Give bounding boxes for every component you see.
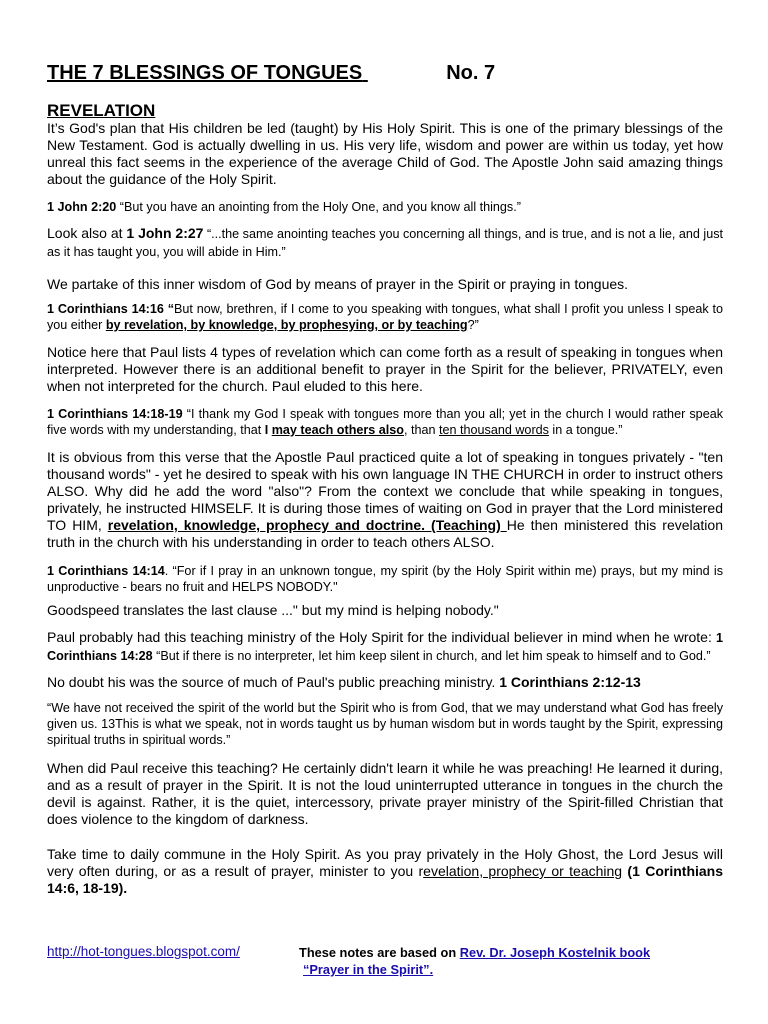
book-title-link[interactable]: “Prayer in the Spirit”. [303,962,434,977]
title-main: THE 7 BLESSINGS OF TONGUES [47,62,363,84]
verse-text: , than [404,423,440,437]
paragraph-text: No doubt his was the source of much of Paul's public preaching ministry. [47,674,500,690]
paragraph-no-doubt [47,674,723,691]
title-number: No. 7 [446,62,496,84]
paragraph-intro: It’s God's plan that His children be led (taught) by His Holy Spirit. This is one of the primary blessings of the New Testament. God is actually dwelling in us. His very life, wisdom and power are within us today, yet how unreal this fact seems in the experience of the average Child of God. The Apostle John said amazing things about the guidance of the Holy Spirit. [47,120,723,187]
verse-text: in a tongue.” [548,423,623,437]
page-title [47,62,723,92]
verse-text: “...the same anointing teaches you concerning all things, and is true, and is not a lie, and just as it has taught you, you will abide in Him.” [47,227,723,259]
verse-end: ?” [467,318,479,332]
verse-text: “But you have an anointing from the Holy One, and you know all things.” [116,200,521,214]
verse-ref: 1 Corinthians 2:12-13 [499,674,641,690]
source-note-text: These notes are based on [299,945,460,960]
verse-ref: (1 Corinthians 14:6, 18-19) [47,863,724,896]
paragraph-text: Take time to daily commune in the Holy Spirit. As you pray privately in the Holy Ghost, the Lord Jesus will very often during, or as a result of prayer, minister to you r [47,846,723,879]
paragraph-text: He then ministered this revelation truth in the church with his understanding in order to teach others ALSO. [47,517,723,550]
blog-link[interactable]: http://hot-tongues.blogspot.com/ [47,944,240,959]
verse-emphasis: by revelation, by knowledge, by prophesying, or by teaching [105,318,468,332]
paragraph-text: Look also at [47,225,127,241]
paragraph-end: . [123,880,128,896]
section-heading: REVELATION [47,101,156,120]
book-link[interactable]: Rev. Dr. Joseph Kostelnik book [459,945,651,960]
paragraph-obvious [47,449,723,551]
paragraph-text: It is obvious from this verse that the Apostle Paul practiced quite a lot of speaking in tongues privately - "ten thousand words" - yet he desired to speak with his own language IN THE CHURCH in order to instruct others ALSO. Why did he add the word "also"? From the context we conclude that while speaking in tongues, privately, he instructed HIMSELF. It is during those times of waiting on God in prayer that the Lord ministered TO HIM, [47,449,723,533]
verse-ref: 1 Corinthians 14:16 [47,302,164,316]
paragraph-partake: We partake of this inner wisdom of God by means of prayer in the Spirit or praying in tongues. [47,276,629,292]
quote-mark: “ [163,302,174,316]
verse-ref: 1 John 2:27 [126,225,204,241]
verse-1-cor-14-16 [47,301,723,333]
paragraph-paul-probably [47,629,723,665]
document-page [47,62,723,897]
verse-ref: 1 John 2:20 [47,200,117,214]
verse-1-cor-2-12-13: “We have not received the spirit of the world but the Spirit who is from God, that we may understand what God has freely given us. 13This is what we speak, not in words taught us by human wisdom but in words taught by the Spirit, expressing spiritual truths in spiritual words.” [47,701,723,747]
source-note [299,945,650,960]
verse-ref: 1 Corinthians 14:14 [47,564,165,578]
title-gap [362,62,442,85]
verse-ref: 1 Corinthians 14:18-19 [47,407,183,421]
paragraph-emphasis: evelation, prophecy or teaching [423,863,623,879]
verse-emphasis-2: ten thousand words [439,423,549,437]
verse-text: . “For if I pray in an unknown tongue, my spirit (by the Holy Spirit within me) prays, but my mind is unproductive - bears no fruit and HELPS NOBODY." [47,564,723,594]
paragraph-look-also [47,225,723,261]
verse-emphasis: may teach others also [271,423,404,437]
paragraph-when-did-paul: When did Paul receive this teaching? He certainly didn't learn it while he was preaching! He learned it during, and as a result of prayer in the Spirit. It is not the loud uninterrupted utterance in tongues in the church the devil is against. Rather, it is the quiet, intercessory, private prayer ministry of the Spirit-filled Christian that does violence to the kingdom of darkness. [47,760,723,827]
verse-1-john-2-20 [47,199,723,215]
paragraph-goodspeed: Goodspeed translates the last clause ..." but my mind is helping nobody." [47,602,499,618]
paragraph-take-time [47,846,723,897]
verse-ref: 1 Corinthians 14:28 [47,631,723,663]
verse-1-cor-14-14 [47,563,723,595]
paragraph-text: Paul probably had this teaching ministry of the Holy Spirit for the individual believer in mind when he wrote: [47,629,716,645]
paragraph-notice: Notice here that Paul lists 4 types of revelation which can come forth as a result of speaking in tongues when interpreted. However there is an additional benefit to prayer in the Spirit for the believer, PRIVATELY, even when not interpreted for the church. Paul eluded to this here. [47,344,723,394]
verse-text: But now, brethren, if I come to you speaking with tongues, what shall I profit you unless I speak to you either [47,302,723,332]
verse-emphasis-lead: I [264,423,272,437]
verse-text: “I thank my God I speak with tongues more than you all; yet in the church I would rather speak five words with my understanding, that [47,407,723,437]
verse-text: “But if there is no interpreter, let him keep silent in church, and let him speak to himself and to God.” [152,649,711,663]
verse-1-cor-14-18-19 [47,406,723,438]
paragraph-emphasis: revelation, knowledge, prophecy and doctrine. (Teaching) [107,517,507,533]
